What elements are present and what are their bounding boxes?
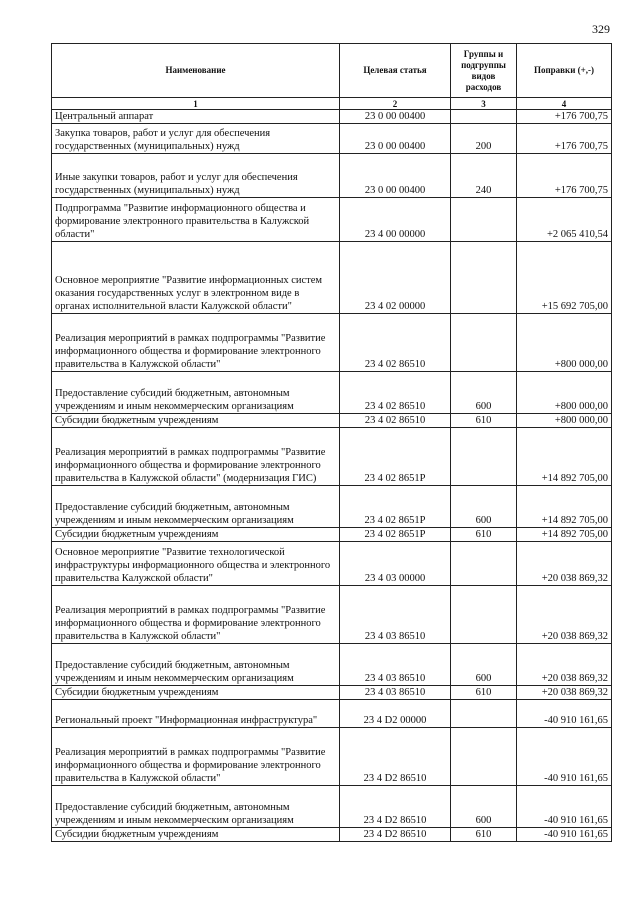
row-amendment: +800 000,00	[517, 372, 612, 414]
row-target-article: 23 0 00 00400	[340, 124, 451, 154]
row-target-article: 23 4 03 86510	[340, 644, 451, 686]
row-name: Реализация мероприятий в рамках подпрограммы "Развитие информационного общества и формирование электронного правительства в Калужской области"	[52, 314, 340, 372]
table-body	[52, 110, 612, 842]
row-expense-group	[451, 586, 517, 644]
row-expense-group	[451, 700, 517, 728]
row-amendment: -40 910 161,65	[517, 728, 612, 786]
row-target-article: 23 4 02 00000	[340, 242, 451, 314]
row-amendment: +800 000,00	[517, 314, 612, 372]
row-name: Основное мероприятие "Развитие технологической инфраструктуры информационного общества и электронного правительства Калужской области"	[52, 542, 340, 586]
row-expense-group: 600	[451, 486, 517, 528]
row-name: Субсидии бюджетным учреждениям	[52, 828, 340, 842]
table-header-row	[52, 44, 612, 98]
row-target-article: 23 0 00 00400	[340, 154, 451, 198]
table-row	[52, 786, 612, 828]
column-number: 4	[517, 98, 612, 110]
table-row	[52, 314, 612, 372]
row-expense-group: 610	[451, 828, 517, 842]
row-name: Иные закупки товаров, работ и услуг для обеспечения государственных (муниципальных) нужд	[52, 154, 340, 198]
row-expense-group: 610	[451, 528, 517, 542]
row-expense-group	[451, 428, 517, 486]
row-amendment: +20 038 869,32	[517, 644, 612, 686]
row-target-article: 23 4 02 8651P	[340, 486, 451, 528]
row-target-article: 23 4 02 86510	[340, 414, 451, 428]
page-number: 329	[592, 22, 610, 36]
row-name: Реализация мероприятий в рамках подпрограммы "Развитие информационного общества и формирование электронного правительства в Калужской области" (модернизация ГИС)	[52, 428, 340, 486]
row-amendment: +20 038 869,32	[517, 686, 612, 700]
row-expense-group: 600	[451, 786, 517, 828]
row-name: Предоставление субсидий бюджетным, автономным учреждениям и иным некоммерческим организациям	[52, 372, 340, 414]
row-name: Субсидии бюджетным учреждениям	[52, 686, 340, 700]
row-target-article: 23 4 D2 86510	[340, 828, 451, 842]
column-number: 3	[451, 98, 517, 110]
row-name: Предоставление субсидий бюджетным, автономным учреждениям и иным некоммерческим организациям	[52, 786, 340, 828]
row-expense-group: 600	[451, 372, 517, 414]
header-amendments: Поправки (+,-)	[517, 44, 612, 98]
table-row	[52, 728, 612, 786]
row-target-article: 23 4 02 8651P	[340, 428, 451, 486]
row-amendment: +176 700,75	[517, 154, 612, 198]
row-amendment: +20 038 869,32	[517, 586, 612, 644]
row-name: Закупка товаров, работ и услуг для обеспечения государственных (муниципальных) нужд	[52, 124, 340, 154]
row-expense-group: 600	[451, 644, 517, 686]
header-target-article: Целевая статья	[340, 44, 451, 98]
row-name: Субсидии бюджетным учреждениям	[52, 414, 340, 428]
table-row	[52, 242, 612, 314]
row-amendment: +14 892 705,00	[517, 428, 612, 486]
row-expense-group	[451, 314, 517, 372]
row-expense-group: 610	[451, 686, 517, 700]
row-expense-group	[451, 728, 517, 786]
row-name: Субсидии бюджетным учреждениям	[52, 528, 340, 542]
row-target-article: 23 4 02 8651P	[340, 528, 451, 542]
column-number: 2	[340, 98, 451, 110]
table-row	[52, 542, 612, 586]
row-expense-group: 610	[451, 414, 517, 428]
row-amendment: +2 065 410,54	[517, 198, 612, 242]
table-row	[52, 414, 612, 428]
row-expense-group	[451, 110, 517, 124]
row-target-article: 23 4 03 00000	[340, 542, 451, 586]
row-expense-group	[451, 542, 517, 586]
row-amendment: -40 910 161,65	[517, 700, 612, 728]
row-expense-group: 240	[451, 154, 517, 198]
row-target-article: 23 4 D2 86510	[340, 786, 451, 828]
row-name: Реализация мероприятий в рамках подпрограммы "Развитие информационного общества и формирование электронного правительства в Калужской области"	[52, 728, 340, 786]
row-amendment: +176 700,75	[517, 110, 612, 124]
row-name: Подпрограмма "Развитие информационного общества и формирование электронного правительства в Калужской области"	[52, 198, 340, 242]
row-expense-group	[451, 198, 517, 242]
table-row	[52, 428, 612, 486]
row-expense-group	[451, 242, 517, 314]
row-target-article: 23 4 03 86510	[340, 686, 451, 700]
table-row	[52, 686, 612, 700]
table-row	[52, 644, 612, 686]
row-amendment: +14 892 705,00	[517, 528, 612, 542]
row-target-article: 23 4 02 86510	[340, 372, 451, 414]
table-row	[52, 528, 612, 542]
header-name: Наименование	[52, 44, 340, 98]
row-target-article: 23 4 03 86510	[340, 586, 451, 644]
table-row	[52, 372, 612, 414]
row-expense-group: 200	[451, 124, 517, 154]
table-row	[52, 828, 612, 842]
row-target-article: 23 4 02 86510	[340, 314, 451, 372]
table-row	[52, 198, 612, 242]
table-row	[52, 586, 612, 644]
table-row	[52, 110, 612, 124]
table-row	[52, 486, 612, 528]
column-number-row	[52, 98, 612, 110]
row-name: Основное мероприятие "Развитие информационных систем оказания государственных услуг в электронном виде в органах исполнительной власти Калужской области"	[52, 242, 340, 314]
row-name: Центральный аппарат	[52, 110, 340, 124]
row-name: Региональный проект "Информационная инфраструктура"	[52, 700, 340, 728]
column-number: 1	[52, 98, 340, 110]
row-target-article: 23 4 00 00000	[340, 198, 451, 242]
row-amendment: -40 910 161,65	[517, 786, 612, 828]
budget-amendments-table	[51, 43, 612, 842]
row-amendment: +20 038 869,32	[517, 542, 612, 586]
row-name: Предоставление субсидий бюджетным, автономным учреждениям и иным некоммерческим организациям	[52, 644, 340, 686]
row-target-article: 23 0 00 00400	[340, 110, 451, 124]
row-amendment: -40 910 161,65	[517, 828, 612, 842]
header-expense-group: Группы и подгруппы видов расходов	[451, 44, 517, 98]
row-amendment: +14 892 705,00	[517, 486, 612, 528]
table-row	[52, 124, 612, 154]
row-amendment: +800 000,00	[517, 414, 612, 428]
row-amendment: +15 692 705,00	[517, 242, 612, 314]
row-name: Предоставление субсидий бюджетным, автономным учреждениям и иным некоммерческим организациям	[52, 486, 340, 528]
row-target-article: 23 4 D2 00000	[340, 700, 451, 728]
table-row	[52, 154, 612, 198]
row-amendment: +176 700,75	[517, 124, 612, 154]
row-target-article: 23 4 D2 86510	[340, 728, 451, 786]
table-row	[52, 700, 612, 728]
row-name: Реализация мероприятий в рамках подпрограммы "Развитие информационного общества и формирование электронного правительства в Калужской области"	[52, 586, 340, 644]
